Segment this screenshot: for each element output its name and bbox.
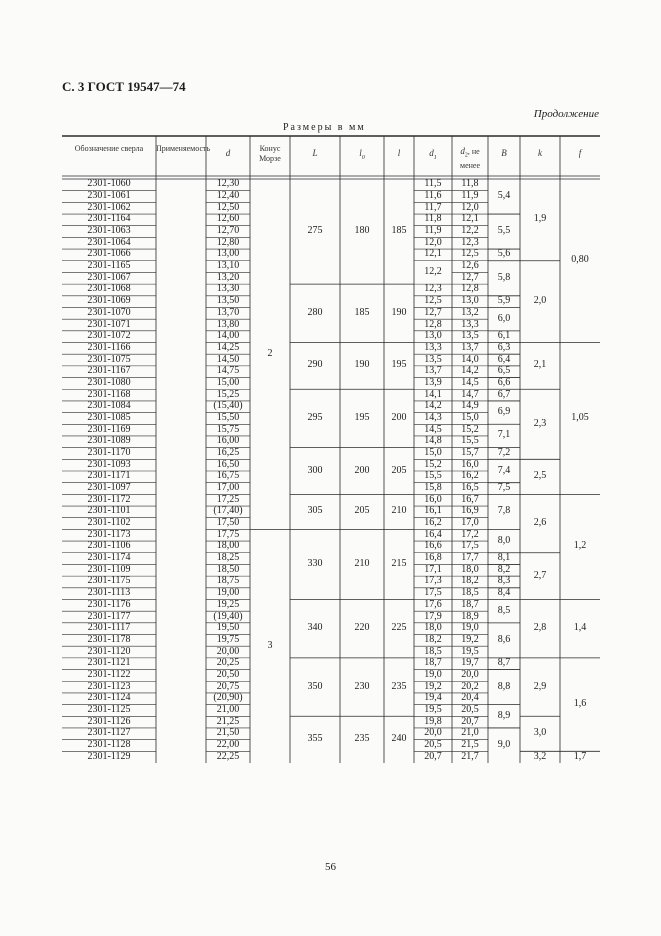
designation-cell: 2301-1070 — [87, 306, 131, 318]
d-cell: 14,75 — [216, 365, 240, 377]
document-header: С. 3 ГОСТ 19547—74 — [62, 79, 186, 94]
col-header-applicability: Применяемость — [156, 144, 211, 153]
k-cell: 2,1 — [533, 359, 547, 371]
d2-cell: 18,2 — [461, 575, 479, 587]
d1-cell: 18,5 — [424, 645, 442, 657]
d-cell: 18,00 — [216, 540, 240, 552]
d2-cell: 13,2 — [461, 306, 479, 318]
col-header-L: L — [312, 148, 318, 158]
d1-cell: 16,8 — [424, 552, 442, 564]
B-cell: 7,1 — [497, 429, 511, 441]
d1-cell: 13,7 — [424, 365, 442, 377]
d2-cell: 12,8 — [461, 283, 479, 295]
B-cell: 5,4 — [497, 190, 511, 202]
d1-cell: 19,2 — [424, 680, 442, 692]
f-cell: 1,7 — [573, 750, 587, 762]
L-cell: 295 — [307, 411, 323, 423]
d2-cell: 18,7 — [461, 598, 479, 610]
d1-cell: 14,2 — [424, 400, 442, 412]
d1-cell: 18,7 — [424, 657, 442, 669]
d2-cell: 16,9 — [461, 505, 479, 517]
d1-cell: 17,3 — [424, 575, 442, 587]
sizes-caption: Размеры в мм — [283, 122, 366, 133]
d-cell: 19,00 — [216, 587, 240, 599]
k-cell: 2,6 — [533, 517, 547, 529]
d1-cell: 17,6 — [424, 598, 442, 610]
B-cell: 7,5 — [497, 482, 511, 494]
f-cell: 1,2 — [573, 540, 587, 552]
designation-cell: 2301-1120 — [87, 645, 131, 657]
page-number: 56 — [325, 861, 336, 873]
d2-cell: 18,0 — [461, 563, 479, 575]
B-cell: 6,5 — [497, 365, 511, 377]
d-cell: 17,25 — [216, 493, 240, 505]
designation-cell: 2301-1072 — [87, 330, 131, 342]
d2-cell: 16,5 — [461, 482, 479, 494]
d1-cell: 17,1 — [424, 563, 442, 575]
d-cell: 16,00 — [216, 435, 240, 447]
d1-cell: 15,5 — [424, 470, 442, 482]
k-cell: 3,2 — [533, 750, 547, 762]
morse-taper-cell: 2 — [267, 347, 273, 359]
d1-cell: 11,5 — [424, 178, 442, 190]
d1-cell: 12,2 — [424, 265, 442, 277]
designation-cell: 2301-1170 — [87, 446, 131, 458]
designation-cell: 2301-1075 — [87, 353, 131, 365]
d-cell: 12,70 — [216, 225, 240, 237]
B-cell: 5,5 — [497, 225, 511, 237]
d2-cell: 14,9 — [461, 400, 479, 412]
d-cell: 16,75 — [216, 470, 240, 482]
d2-cell: 14,5 — [461, 376, 479, 388]
designation-cell: 2301-1174 — [87, 552, 131, 564]
d-cell: 15,50 — [216, 411, 240, 423]
d-cell: 16,50 — [216, 458, 240, 470]
B-cell: 6,0 — [497, 312, 511, 324]
d2-cell: 20,2 — [461, 680, 479, 692]
designation-cell: 2301-1167 — [87, 365, 131, 377]
d1-cell: 16,1 — [424, 505, 442, 517]
B-cell: 6,6 — [497, 376, 511, 388]
d1-cell: 12,5 — [424, 295, 442, 307]
designation-cell: 2301-1123 — [87, 680, 131, 692]
d-cell: 21,25 — [216, 715, 240, 727]
B-cell: 5,6 — [497, 248, 511, 260]
l0-cell: 200 — [354, 464, 370, 476]
d-cell: 13,20 — [216, 271, 240, 283]
l-cell: 235 — [391, 680, 407, 692]
d1-cell: 16,6 — [424, 540, 442, 552]
d2-cell: 14,0 — [461, 353, 479, 365]
designation-cell: 2301-1168 — [87, 388, 131, 400]
k-cell: 2,3 — [533, 417, 547, 429]
B-cell: 6,1 — [497, 330, 511, 342]
d2-cell: 19,5 — [461, 645, 479, 657]
d1-cell: 11,8 — [424, 213, 442, 225]
designation-cell: 2301-1164 — [87, 213, 131, 225]
designation-cell: 2301-1062 — [87, 201, 131, 213]
d1-cell: 13,0 — [424, 330, 442, 342]
d2-cell: 20,5 — [461, 703, 479, 715]
d-cell: 13,00 — [216, 248, 240, 260]
designation-cell: 2301-1071 — [87, 318, 131, 330]
d-cell: 21,00 — [216, 703, 240, 715]
l-cell: 215 — [391, 557, 407, 569]
designation-cell: 2301-1124 — [87, 692, 131, 704]
d2-cell: 12,3 — [461, 236, 479, 248]
d1-cell: 14,8 — [424, 435, 442, 447]
designation-cell: 2301-1178 — [87, 633, 131, 645]
l-cell: 205 — [391, 464, 407, 476]
d1-cell: 14,1 — [424, 388, 442, 400]
d2-cell: 12,2 — [461, 225, 479, 237]
d-cell: 12,30 — [216, 178, 240, 190]
d1-cell: 16,2 — [424, 517, 442, 529]
designation-cell: 2301-1121 — [87, 657, 131, 669]
B-cell: 8,8 — [497, 680, 511, 692]
d2-cell: 17,7 — [461, 552, 479, 564]
d2-cell: 20,0 — [461, 668, 479, 680]
designation-cell: 2301-1127 — [87, 727, 131, 739]
designation-cell: 2301-1169 — [87, 423, 131, 435]
d-cell: 19,75 — [216, 633, 240, 645]
col-header-B: B — [501, 148, 507, 158]
d1-cell: 12,1 — [424, 248, 442, 260]
L-cell: 300 — [307, 464, 323, 476]
d1-cell: 12,7 — [424, 306, 442, 318]
designation-cell: 2301-1165 — [87, 260, 131, 272]
d-cell: 14,25 — [216, 341, 240, 353]
B-cell: 6,9 — [497, 406, 511, 418]
d2-cell: 15,2 — [461, 423, 479, 435]
d1-cell: 20,5 — [424, 738, 442, 750]
B-cell: 8,5 — [497, 604, 511, 616]
col-header-morse: Конус Морзе — [259, 144, 281, 163]
designation-cell: 2301-1171 — [87, 470, 131, 482]
l0-cell: 195 — [354, 411, 370, 423]
designation-cell: 2301-1063 — [87, 225, 131, 237]
l0-cell: 185 — [354, 306, 370, 318]
d1-cell: 15,8 — [424, 482, 442, 494]
l-cell: 240 — [391, 733, 407, 745]
B-cell: 6,4 — [497, 353, 511, 365]
B-cell: 7,4 — [497, 464, 511, 476]
designation-cell: 2301-1175 — [87, 575, 131, 587]
d1-cell: 11,6 — [424, 190, 442, 202]
designation-cell: 2301-1085 — [87, 411, 131, 423]
l-cell: 185 — [391, 225, 407, 237]
B-cell: 6,7 — [497, 388, 511, 400]
d2-cell: 17,5 — [461, 540, 479, 552]
designation-cell: 2301-1176 — [87, 598, 131, 610]
col-header-l: l — [397, 148, 401, 158]
designation-cell: 2301-1166 — [87, 341, 131, 353]
B-cell: 8,1 — [497, 552, 511, 564]
L-cell: 340 — [307, 622, 323, 634]
d1-cell: 19,8 — [424, 715, 442, 727]
d-cell: 13,70 — [216, 306, 240, 318]
d-cell: 15,75 — [216, 423, 240, 435]
L-cell: 290 — [307, 359, 323, 371]
d-cell: 15,25 — [216, 388, 240, 400]
B-cell: 8,2 — [497, 563, 511, 575]
k-cell: 2,5 — [533, 470, 547, 482]
k-cell: 1,9 — [533, 213, 547, 225]
d2-cell: 16,2 — [461, 470, 479, 482]
d-cell: 17,50 — [216, 517, 240, 529]
B-cell: 8,0 — [497, 534, 511, 546]
d-cell: 22,00 — [216, 738, 240, 750]
B-cell: 8,4 — [497, 587, 511, 599]
d1-cell: 16,0 — [424, 493, 442, 505]
L-cell: 305 — [307, 505, 323, 517]
col-header-k: k — [538, 148, 542, 158]
d-cell: 18,75 — [216, 575, 240, 587]
l0-cell: 235 — [354, 733, 370, 745]
d-cell: 14,00 — [216, 330, 240, 342]
B-cell: 5,9 — [497, 295, 511, 307]
d1-cell: 12,8 — [424, 318, 442, 330]
col-header-l0: $l_0$ — [359, 148, 365, 161]
d2-cell: 17,2 — [461, 528, 479, 540]
d-cell: 13,80 — [216, 318, 240, 330]
designation-cell: 2301-1066 — [87, 248, 131, 260]
designation-cell: 2301-1089 — [87, 435, 131, 447]
d2-cell: 12,1 — [461, 213, 479, 225]
designation-cell: 2301-1125 — [87, 703, 131, 715]
col-header-d1: $d_1$ — [429, 148, 437, 161]
d2-cell: 13,5 — [461, 330, 479, 342]
l-cell: 190 — [391, 306, 407, 318]
designation-cell: 2301-1129 — [87, 750, 131, 762]
d2-cell: 20,7 — [461, 715, 479, 727]
d2-cell: 15,0 — [461, 411, 479, 423]
d2-cell: 19,7 — [461, 657, 479, 669]
designation-cell: 2301-1080 — [87, 376, 131, 388]
d2-cell: 13,0 — [461, 295, 479, 307]
d-cell: (15,40) — [213, 400, 243, 412]
designation-cell: 2301-1101 — [87, 505, 131, 517]
d1-cell: 13,3 — [424, 341, 442, 353]
d-cell: (20,90) — [213, 692, 243, 704]
d2-cell: 19,0 — [461, 622, 479, 634]
d2-cell: 13,3 — [461, 318, 479, 330]
d-cell: 18,50 — [216, 563, 240, 575]
k-cell: 3,0 — [533, 727, 547, 739]
d2-cell: 20,4 — [461, 692, 479, 704]
d-cell: 12,80 — [216, 236, 240, 248]
B-cell: 7,8 — [497, 505, 511, 517]
designation-cell: 2301-1122 — [87, 668, 131, 680]
d2-cell: 17,0 — [461, 517, 479, 529]
B-cell: 7,2 — [497, 446, 511, 458]
designation-cell: 2301-1068 — [87, 283, 131, 295]
d1-cell: 20,0 — [424, 727, 442, 739]
col-header-designation: Обозначение сверла — [74, 144, 144, 153]
l0-cell: 190 — [354, 359, 370, 371]
k-cell: 2,8 — [533, 622, 547, 634]
designation-cell: 2301-1113 — [87, 587, 131, 599]
l-cell: 195 — [391, 359, 407, 371]
l0-cell: 180 — [354, 225, 370, 237]
d-cell: 22,25 — [216, 750, 240, 762]
L-cell: 350 — [307, 680, 323, 692]
designation-cell: 2301-1126 — [87, 715, 131, 727]
d2-cell: 12,7 — [461, 271, 479, 283]
d-cell: 17,75 — [216, 528, 240, 540]
f-cell: 0,80 — [571, 254, 589, 266]
d-cell: 13,50 — [216, 295, 240, 307]
d-cell: 14,50 — [216, 353, 240, 365]
d1-cell: 11,7 — [424, 201, 442, 213]
designation-cell: 2301-1173 — [87, 528, 131, 540]
d-cell: 21,50 — [216, 727, 240, 739]
designation-cell: 2301-1102 — [87, 517, 131, 529]
col-header-f: f — [578, 148, 582, 158]
d1-cell: 13,5 — [424, 353, 442, 365]
d-cell: 12,60 — [216, 213, 240, 225]
d2-cell: 19,2 — [461, 633, 479, 645]
B-cell: 5,8 — [497, 271, 511, 283]
d-cell: 20,00 — [216, 645, 240, 657]
col-header-d2: $d_2$, не менее — [460, 146, 480, 170]
designation-cell: 2301-1117 — [87, 622, 131, 634]
d1-cell: 18,2 — [424, 633, 442, 645]
designation-cell: 2301-1128 — [87, 738, 131, 750]
d-cell: 17,00 — [216, 482, 240, 494]
d1-cell: 11,9 — [424, 225, 442, 237]
designation-cell: 2301-1177 — [87, 610, 131, 622]
l0-cell: 230 — [354, 680, 370, 692]
L-cell: 330 — [307, 557, 323, 569]
d-cell: 19,50 — [216, 622, 240, 634]
d2-cell: 13,7 — [461, 341, 479, 353]
d-cell: 20,25 — [216, 657, 240, 669]
L-cell: 275 — [307, 225, 323, 237]
B-cell: 6,3 — [497, 341, 511, 353]
d1-cell: 16,4 — [424, 528, 442, 540]
designation-cell: 2301-1097 — [87, 482, 131, 494]
d1-cell: 19,5 — [424, 703, 442, 715]
d1-cell: 17,5 — [424, 587, 442, 599]
d2-cell: 12,5 — [461, 248, 479, 260]
designation-cell: 2301-1172 — [87, 493, 131, 505]
l-cell: 225 — [391, 622, 407, 634]
f-cell: 1,6 — [573, 698, 587, 710]
l0-cell: 220 — [354, 622, 370, 634]
d-cell: 19,25 — [216, 598, 240, 610]
d1-cell: 20,7 — [424, 750, 442, 762]
d2-cell: 12,0 — [461, 201, 479, 213]
k-cell: 2,0 — [533, 295, 547, 307]
d-cell: 13,10 — [216, 260, 240, 272]
d-cell: 12,40 — [216, 190, 240, 202]
d-cell: 12,50 — [216, 201, 240, 213]
designation-cell: 2301-1109 — [87, 563, 131, 575]
d1-cell: 17,9 — [424, 610, 442, 622]
d-cell: 16,25 — [216, 446, 240, 458]
k-cell: 2,7 — [533, 569, 547, 581]
d-cell: (17,40) — [213, 505, 243, 517]
designation-cell: 2301-1069 — [87, 295, 131, 307]
d-cell: (19,40) — [213, 610, 243, 622]
d2-cell: 14,2 — [461, 365, 479, 377]
B-cell: 8,6 — [497, 633, 511, 645]
d1-cell: 19,0 — [424, 668, 442, 680]
d2-cell: 15,7 — [461, 446, 479, 458]
d-cell: 18,25 — [216, 552, 240, 564]
d1-cell: 13,9 — [424, 376, 442, 388]
col-header-d: d — [225, 148, 231, 158]
l0-cell: 205 — [354, 505, 370, 517]
f-cell: 1,05 — [571, 411, 589, 423]
d-cell: 20,50 — [216, 668, 240, 680]
d1-cell: 14,3 — [424, 411, 442, 423]
d-cell: 15,00 — [216, 376, 240, 388]
d1-cell: 19,4 — [424, 692, 442, 704]
d2-cell: 18,9 — [461, 610, 479, 622]
d2-cell: 14,7 — [461, 388, 479, 400]
f-cell: 1,4 — [573, 622, 587, 634]
d2-cell: 21,5 — [461, 738, 479, 750]
d1-cell: 14,5 — [424, 423, 442, 435]
designation-cell: 2301-1084 — [87, 400, 131, 412]
d2-cell: 11,9 — [461, 190, 479, 202]
designation-cell: 2301-1067 — [87, 271, 131, 283]
designation-cell: 2301-1060 — [87, 178, 131, 190]
l-cell: 200 — [391, 411, 407, 423]
d1-cell: 15,2 — [424, 458, 442, 470]
designation-cell: 2301-1106 — [87, 540, 131, 552]
L-cell: 280 — [307, 306, 323, 318]
d2-cell: 12,6 — [461, 260, 479, 272]
morse-taper-cell: 3 — [267, 639, 273, 651]
d1-cell: 18,0 — [424, 622, 442, 634]
d2-cell: 15,5 — [461, 435, 479, 447]
d1-cell: 12,0 — [424, 236, 442, 248]
d2-cell: 16,0 — [461, 458, 479, 470]
dimensions-table — [62, 136, 600, 852]
l-cell: 210 — [391, 505, 407, 517]
d1-cell: 12,3 — [424, 283, 442, 295]
designation-cell: 2301-1093 — [87, 458, 131, 470]
d-cell: 20,75 — [216, 680, 240, 692]
B-cell: 8,7 — [497, 657, 511, 669]
k-cell: 2,9 — [533, 680, 547, 692]
d2-cell: 21,7 — [461, 750, 479, 762]
d2-cell: 21,0 — [461, 727, 479, 739]
d1-cell: 15,0 — [424, 446, 442, 458]
B-cell: 8,3 — [497, 575, 511, 587]
d2-cell: 18,5 — [461, 587, 479, 599]
continuation-label: Продолжение — [533, 108, 599, 120]
designation-cell: 2301-1061 — [87, 190, 131, 202]
designation-cell: 2301-1064 — [87, 236, 131, 248]
d2-cell: 11,8 — [461, 178, 479, 190]
d2-cell: 16,7 — [461, 493, 479, 505]
l0-cell: 210 — [354, 557, 370, 569]
B-cell: 9,0 — [497, 738, 511, 750]
B-cell: 8,9 — [497, 709, 511, 721]
d-cell: 13,30 — [216, 283, 240, 295]
L-cell: 355 — [307, 733, 323, 745]
